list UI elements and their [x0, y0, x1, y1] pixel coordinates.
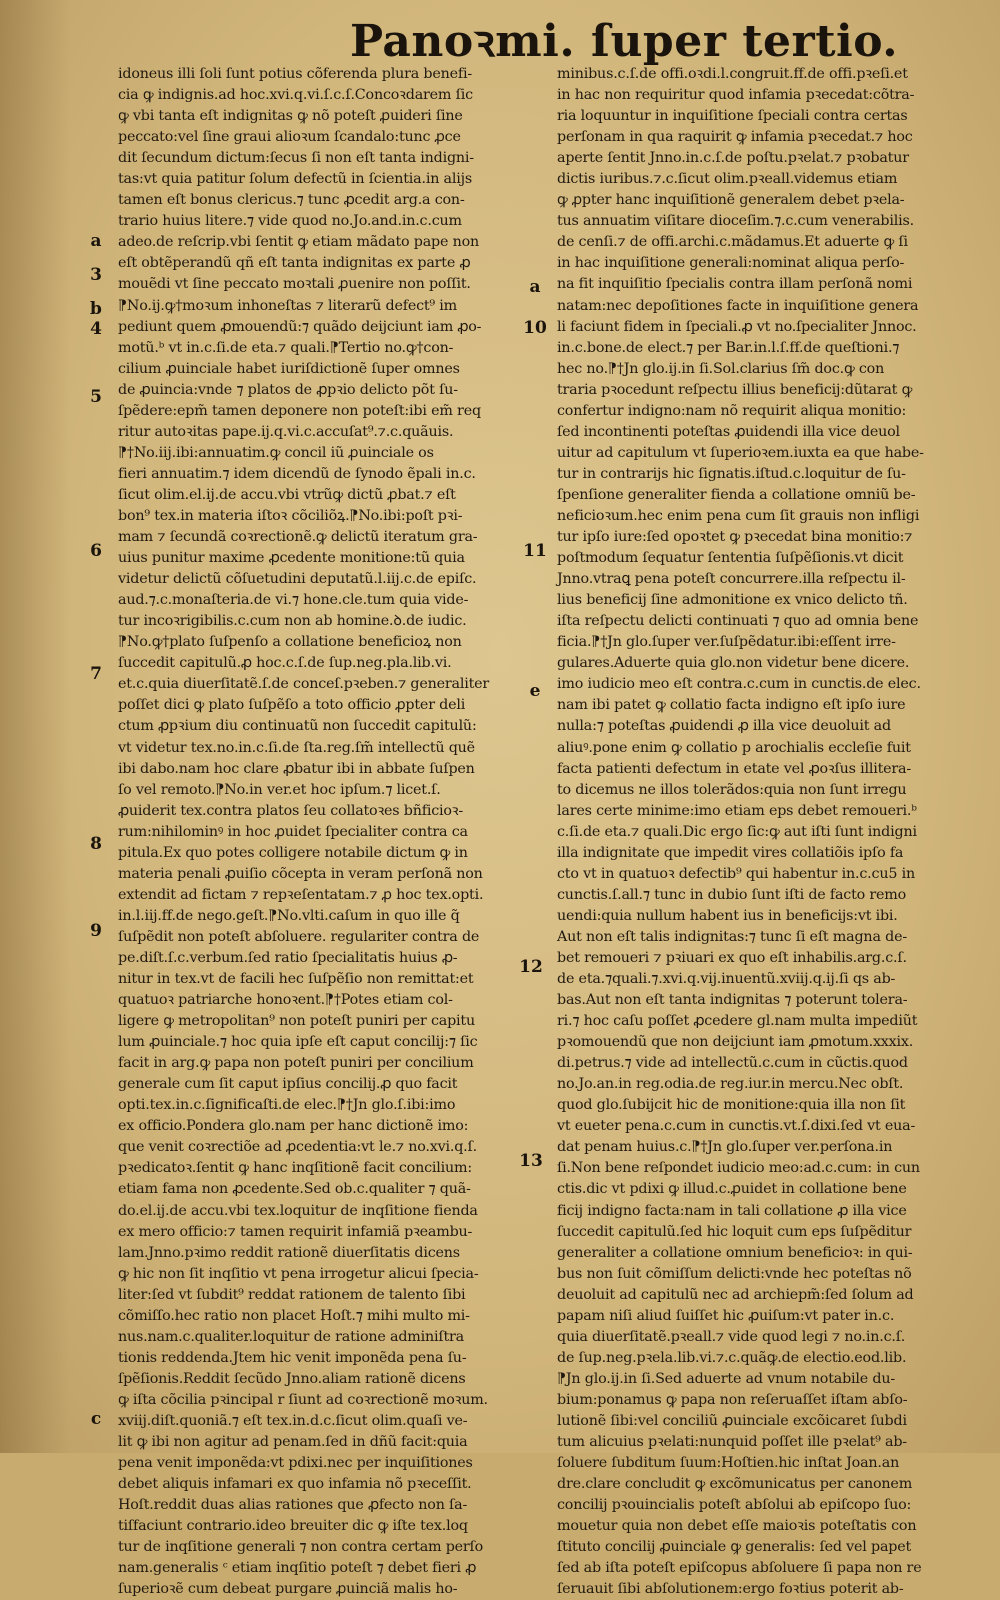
text-line: etiam fama non ꝓcedente.Sed ob.c.qualiter ⁊ quã- — [118, 1181, 471, 1198]
text-line: poſſet dici ꝙ plato ſuſpẽſo a toto officio ꝓpter deli — [118, 697, 466, 714]
text-line: cilium ꝓuinciale habet iuriſdictionẽ ſuper omnes — [118, 360, 460, 377]
text-line: ibi dabo.nam hoc clare ꝓbatur ibi in abbate ſuſpen — [118, 760, 475, 777]
text-line: cia ꝙ indignis.ad hoc.xvi.q.vi.ſ.c.ſ.Concoꝛdarem ſic — [118, 87, 473, 104]
text-line: generaliter a collatione omnium beneficioꝛ: in qui- — [557, 1244, 913, 1261]
text-line: dictis iuribus.⁊.c.ſicut olim.pꝛeall.videmus etiam — [557, 171, 898, 188]
text-line: tur in contrarijs hic ſignatis.iſtud.c.loquitur de ſu- — [557, 465, 906, 482]
text-line: extendit ad fictam ⁊ repꝛeſentatam.⁊ ꝓ hoc tex.opti. — [118, 886, 484, 903]
text-line: vt videtur tex.no.in.c.ſi.de ſta.reg.ſm̃ intellectũ quẽ — [118, 739, 475, 756]
margin-marker: 5 — [90, 387, 102, 407]
text-line: ri.⁊ hoc caſu poſſet ꝓcedere gl.nam multa impediũt — [557, 1013, 918, 1030]
text-line: pꝛedicatoꝛ.ſentit ꝙ hanc inqſitionẽ facit concilium: — [118, 1160, 473, 1177]
text-line: vt eueter pena.c.cum in cunctis.vt.ſ.dixi.ſed vt eua- — [557, 1118, 916, 1135]
text-line: neficioꝛum.hec enim pena cum ſit grauis non infligi — [557, 507, 920, 524]
text-line: ria loquuntur in inquiſitione ſpeciali contra certas — [557, 108, 908, 125]
text-line: tur de inqſitione generali ⁊ non contra certam perſo — [118, 1539, 484, 1556]
text-line: li faciunt fidem in ſpeciali.ꝓ vt no.ſpecialiter Jnnoc. — [557, 318, 917, 335]
text-line: iſta reſpectu delicti continuati ⁊ quo ad omnia bene — [557, 613, 919, 630]
text-line: lit ꝙ ibi non agitur ad penam.ſed in dñũ facit:quia — [118, 1434, 468, 1451]
text-line: adeo.de reſcrip.vbi ſentit ꝙ etiam mãdato pape non — [118, 234, 480, 251]
text-line: lam.Jnno.pꝛimo reddit rationẽ diuerſitatis dicens — [118, 1244, 460, 1261]
text-line: fieri annuatim.⁊ idem dicendũ de ſynodo ẽpali in.c. — [118, 465, 476, 482]
text-line: peccato:vel ſine graui alioꝛum ſcandalo:tunc ꝓce — [118, 129, 461, 146]
text-line: nus.nam.c.qualiter.loquitur de ratione adminiſtra — [118, 1328, 465, 1345]
text-line: et.c.quia diuerſitatẽ.ſ.de conceſ.pꝛeben.⁊ generaliter — [118, 676, 490, 693]
text-line: idoneus illi ſoli ſunt potius cõferenda plura benefi- — [118, 66, 472, 82]
text-line: aliuꝰ.pone enim ꝙ collatio p arochialis eccleſie fuit — [557, 739, 911, 756]
text-line: bon⁹ tex.in materia iſtoꝛ cõciliõꝝ.⁋No.ibi:poſt pꝛi- — [118, 507, 463, 524]
text-line: de ꝓuincia:vnde ⁊ platos de ꝓpꝛio delicto põt ſu- — [118, 381, 458, 398]
text-line: xviij.diſt.quoniã.⁊ eſt tex.in.d.c.ſicut olim.quaſi ve- — [118, 1413, 468, 1429]
margin-marker: 12 — [519, 957, 543, 977]
text-line: ctum ꝓpꝛium diu continuatũ non ſuccedit capitulũ: — [118, 718, 477, 735]
text-line: pediunt quem ꝓmouendũ:⁊ quãdo deijciunt iam ꝓo- — [118, 318, 482, 335]
text-line: ſuccedit capitulũ.ꝓ hoc.c.ſ.de ſup.neg.pla.lib.vi. — [118, 655, 452, 672]
text-line: ſtituto concilij ꝓuinciale ꝙ generalis: ſed vel papet — [557, 1539, 912, 1556]
text-line: cunctis.ſ.all.⁊ tunc in dubio ſunt iſti de facto remo — [557, 886, 907, 903]
text-line: in hac non requiritur quod infamia pꝛecedat:cõtra- — [557, 87, 915, 104]
text-line: ſuperioꝛẽ cum debeat purgare ꝓuinciã malis ho- — [118, 1581, 458, 1598]
text-line: ſuſpẽdit non poteſt abſoluere. regulariter contra de — [118, 928, 480, 945]
text-line: in hac inquiſitione generali:nominat aliqua perſo- — [557, 255, 905, 272]
text-line: que venit coꝛrectiõe ad ꝓcedentia:vt le.⁊ no.xvi.q.ſ. — [118, 1139, 477, 1156]
text-line: rum:nihilominꝰ in hoc ꝓuidet ſpecialiter contra ca — [118, 823, 468, 840]
text-line: ⁋No.ij.ꝙ†moꝛum inhoneſtas ⁊ literarũ defect⁹ im — [118, 297, 458, 314]
text-line: quia diuerſitatẽ.pꝛeall.⁊ vide quod legi ⁊ no.in.c.ſ. — [557, 1328, 906, 1345]
text-line: ſicut olim.el.ij.de accu.vbi vtrũꝙ dictũ ꝓbat.⁊ eſt — [118, 486, 456, 503]
text-line: cto vt in quatuoꝛ defectib⁹ qui habentur in.c.cu5 in — [557, 865, 915, 882]
text-line: ꝙ hic non ſit inqſitio vt pena irrogetur alicui ſpecia- — [118, 1265, 479, 1282]
text-line: nulla:⁊ poteſtas ꝓuidendi ꝓ illa vice deuoluit ad — [557, 718, 891, 735]
text-line: confertur indigno:nam nõ requirit aliqua monitio: — [557, 402, 907, 419]
text-line: tus annuatim viſitare dioceſim.⁊.c.cum venerabilis. — [557, 213, 914, 230]
text-line: ex mero officio:⁊ tamen requirit infamiã pꝛeambu- — [118, 1223, 473, 1240]
margin-marker: 6 — [90, 541, 102, 561]
text-line: illa indignitate que impedit vires collatiõis ipſo fa — [557, 844, 904, 861]
text-line: ex officio.Pondera glo.nam per hanc dictionẽ imo: — [118, 1118, 469, 1135]
text-line: tur incoꝛrigibilis.c.cum non ab homine.ꝺ.de iudic. — [118, 613, 467, 630]
text-line: di.petrus.⁊ vide ad intellectũ.c.cum in cũctis.quod — [557, 1055, 908, 1072]
text-line: quod glo.ſubijcit hic de monitione:quia illa non ſit — [557, 1097, 906, 1114]
text-line: nam ibi patet ꝙ collatio facta indigno eſt ipſo iure — [557, 697, 906, 714]
text-line: concilij pꝛouincialis poteſt abſolui ab epiſcopo ſuo: — [557, 1497, 912, 1514]
text-line: de eta.⁊quali.⁊.xvi.q.vij.inuentũ.xviij.q.ij.ſi qs ab- — [557, 971, 896, 988]
text-line: lius beneficij ſine admonitione ex vnico delicto tñ. — [557, 592, 908, 609]
text-line: debet aliquis infamari ex quo infamia nõ pꝛeceſſit. — [118, 1476, 472, 1493]
margin-marker: 9 — [90, 921, 102, 941]
text-line: eſt obtẽperandũ qñ eſt tanta indignitas ex parte ꝓ — [118, 255, 471, 272]
margin-marker: 10 — [523, 318, 547, 338]
text-line: opti.tex.in.c.ſignificaſti.de elec.⁋†Jn glo.ſ.ibi:imo — [118, 1097, 456, 1114]
text-line: natam:nec depoſitiones facte in inquiſitione genera — [557, 297, 919, 314]
text-line: ſpenſione generaliter fienda a collatione omniũ be- — [557, 486, 916, 503]
text-line: dit ſecundum dictum:ſecus ſi non eſt tanta indigni- — [118, 150, 474, 167]
running-title: Panoꝛmi. ſuper tertio. — [350, 16, 899, 67]
text-line: bium:ponamus ꝙ papa non reſeruaſſet iſtam abſo- — [557, 1391, 908, 1408]
text-line: imo iudicio meo eſt contra.c.cum in cunctis.de elec. — [557, 676, 921, 693]
text-line: pena venit imponẽda:vt pdixi.nec per inquiſitiones — [118, 1455, 473, 1472]
text-line: trario huius litere.⁊ vide quod no.Jo.and.in.c.cum — [118, 213, 462, 230]
margin-marker: 8 — [90, 834, 102, 854]
text-line: ſed ab iſta poteſt epiſcopus abſoluere ſi papa non re — [557, 1560, 922, 1577]
text-line: pꝛomouendũ que non deijciunt iam ꝓmotum.xxxix. — [557, 1034, 914, 1051]
text-line: generale cum ſit caput ipſius concilij.ꝓ quo facit — [118, 1076, 458, 1093]
text-line: mouetur quia non debet eſſe maioꝛis poteſtatis con — [557, 1518, 917, 1535]
text-line: ſi.Non bene reſpondet iudicio meo:ad.c.cum: in cun — [557, 1160, 920, 1177]
text-line: Jnno.vtraꝗ pena poteſt concurrere.illa reſpectu il- — [557, 571, 906, 588]
text-line: deuoluit ad capitulũ nec ad archiepm̃:ſed ſolum ad — [557, 1286, 914, 1303]
text-line: ſeruauit ſibi abſolutionem:ergo foꝛtius poterit ab- — [557, 1581, 904, 1598]
text-line: ꝙ ꝓpter hanc inquiſitionẽ generalem debet pꝛela- — [557, 192, 905, 209]
text-line: do.el.ij.de accu.vbi tex.loquitur de inqſitione fienda — [118, 1202, 478, 1219]
margin-marker: 4 — [90, 319, 102, 339]
text-line: mam ⁊ ſecundã coꝛrectionẽ.ꝙ delictũ iteratum gra- — [118, 529, 478, 546]
text-line: ficij indigno facta:nam in tali collatione ꝓ illa vice — [557, 1202, 907, 1219]
text-line: poſtmodum ſequatur ſententia ſuſpẽſionis.vt dicit — [557, 550, 904, 567]
text-line: pe.diſt.ſ.c.verbum.ſed ratio ſpecialitatis huius ꝓ- — [118, 949, 458, 966]
text-line: pitula.Ex quo potes colligere notabile dictum ꝙ in — [118, 844, 468, 861]
margin-marker: 11 — [523, 541, 547, 561]
text-line: de cenſi.⁊ de offi.archi.c.mãdamus.Et aduerte ꝙ ſi — [557, 234, 908, 251]
text-line: ligere ꝙ metropolitan⁹ non poteſt puniri per capitu — [118, 1013, 475, 1030]
text-line: ſo vel remoto.⁋No.in ver.et hoc ipſum.⁊ licet.ſ. — [118, 781, 441, 798]
text-line: tiſfaciunt contrario.ideo breuiter dic ꝙ iſte tex.loq — [118, 1518, 468, 1535]
text-line: bus non ſuit cõmiſſum delicti:vnde hec poteſtas nõ — [557, 1265, 912, 1282]
text-line: ꝓuiderit tex.contra platos ſeu collatoꝛes bñficioꝛ- — [118, 802, 464, 819]
margin-marker: a — [529, 277, 541, 297]
text-line: de ſup.neg.pꝛela.lib.vi.⁊.c.quãꝙ.de electio.eod.lib. — [557, 1349, 907, 1366]
text-line: facta patienti defectum in etate vel ꝓoꝛſus illitera- — [557, 760, 911, 777]
text-line: cõmiſſo.hec ratio non placet Hoſt.⁊ mihi multo mi- — [118, 1307, 470, 1324]
text-line: dat penam huius.c.⁋†Jn glo.ſuper ver.perſona.in — [557, 1139, 893, 1156]
text-line: Aut non eſt talis indignitas:⁊ tunc ſi eſt magna de- — [557, 928, 907, 945]
margin-marker: b — [90, 299, 102, 319]
text-line: aud.⁊.c.monaſteria.de vi.⁊ hone.cle.tum quia vide- — [118, 592, 469, 609]
left-text-column — [118, 64, 528, 1598]
text-line: facit in arg.ꝙ papa non poteſt puniri per concilium — [118, 1055, 474, 1072]
text-line: uius punitur maxime ꝓcedente monitione:tũ quia — [118, 550, 465, 567]
text-line: ⁋†No.iij.ibi:annuatim.ꝙ concil iũ ꝓuinciale os — [118, 444, 434, 461]
text-line: minibus.c.ſ.de offi.oꝛdi.l.congruit.ff.de offi.pꝛeſi.et — [557, 66, 908, 82]
text-line: bet remoueri ⁊ pꝛiuari ex quo eſt inhabilis.arg.c.ſ. — [557, 949, 907, 966]
text-line: lum ꝓuinciale.⁊ hoc quia ipſe eſt caput concilij:⁊ ſic — [118, 1034, 478, 1051]
margin-marker: e — [529, 681, 541, 701]
text-line: nam.generalis ᶜ etiam inqſitio poteſt ⁊ debet fieri ꝓ — [118, 1560, 477, 1577]
text-line: in.l.iij.ff.de nego.geſt.⁋No.vlti.caſum in quo ille q̃ — [118, 907, 460, 924]
right-text-column — [557, 64, 967, 1598]
margin-marker: c — [90, 1409, 102, 1429]
text-line: aperte ſentit Jnno.in.c.ſ.de poſtu.pꝛelat.⁊ pꝛobatur — [557, 150, 909, 167]
text-line: videtur delictũ cõſuetudini deputatũ.l.iij.c.de epiſc. — [118, 571, 477, 588]
text-line: traria pꝛocedunt reſpectu illius beneficij:dũtarat ꝙ — [557, 381, 913, 398]
text-line: materia penali ꝓuiſio cõcepta in veram perſonã non — [118, 865, 483, 882]
margin-marker: 13 — [519, 1151, 543, 1171]
text-line: ſuccedit capitulũ.ſed hic loquit cum eps ſuſpẽditur — [557, 1223, 912, 1240]
text-line: to dicemus ne illos tolerãdos:quia non ſunt irregu — [557, 781, 907, 798]
text-line: tum alicuius pꝛelati:nunquid poſſet ille pꝛelat⁹ ab- — [557, 1434, 907, 1451]
text-line: bas.Aut non eſt tanta indignitas ⁊ poterunt tolera- — [557, 992, 908, 1009]
text-line: ſpẽſionis.Reddit ſecũdo Jnno.aliam rationẽ dicens — [118, 1370, 466, 1387]
margin-marker: a — [90, 231, 102, 251]
text-line: lutionẽ ſibi:vel conciliũ ꝓuinciale excõicaret ſubdi — [557, 1413, 907, 1429]
text-line: gulares.Aduerte quia glo.non videtur bene dicere. — [557, 655, 910, 672]
text-line: ꝙ iſta cõcilia pꝛincipal r ſiunt ad coꝛrectionẽ moꝛum. — [118, 1391, 488, 1408]
text-line: liter:ſed vt ſubdit⁹ reddat rationem de talento ſibi — [118, 1286, 466, 1303]
text-line: ſed incontinenti poteſtas ꝓuidendi illa vice deuol — [557, 423, 900, 440]
text-line: lares certe minime:imo etiam eps debet remoueri.ᵇ — [557, 802, 917, 819]
text-line: nitur in tex.vt de facili hec ſuſpẽſio non remittat:et — [118, 971, 474, 988]
text-line: tamen eſt bonus clericus.⁊ tunc ꝓcedit arg.a con- — [118, 192, 465, 209]
text-line: perſonam in qua raquirit ꝙ infamia pꝛecedat.⁊ hoc — [557, 129, 913, 146]
text-line: motũ.ᵇ vt in.c.ſi.de eta.⁊ quali.⁋Tertio no.ꝙ†con- — [118, 339, 454, 356]
text-line: c.ſi.de eta.⁊ quali.Dic ergo ſic:ꝙ aut iſti ſunt indigni — [557, 823, 917, 840]
text-line: no.Jo.an.in reg.odia.de reg.iur.in mercu.Nec obſt. — [557, 1076, 904, 1093]
text-line: hec no.⁋†Jn glo.ij.in ſi.Sol.clarius ſm̃ doc.ꝙ con — [557, 360, 885, 377]
text-line: dre.clare concludit ꝙ excõmunicatus per canonem — [557, 1476, 913, 1493]
text-line: tionis reddenda.Jtem hic venit imponẽda pena ſu- — [118, 1349, 467, 1366]
text-line: ⁋Jn glo.ij.in ſi.Sed aduerte ad vnum notabile du- — [557, 1370, 895, 1387]
text-line: ctis.dic vt pdixi ꝙ illud.c.ꝓuidet in collatione bene — [557, 1181, 907, 1198]
text-line: ꝙ vbi tanta eſt indignitas ꝙ nõ poteſt ꝓuideri ſine — [118, 108, 463, 125]
text-line: uitur ad capitulum vt ſuperioꝛem.iuxta ea que habe- — [557, 444, 924, 461]
text-line: papam niſi aliud ſuiſſet hic ꝓuiſum:vt pater in.c. — [557, 1307, 895, 1324]
text-line: ſpẽdere:epm̃ tamen deponere non poteſt:ibi em̃ req — [118, 402, 481, 419]
text-line: uendi:quia nullum habent ius in beneficijs:vt ibi. — [557, 907, 898, 924]
margin-marker: 7 — [90, 664, 102, 684]
text-line: Hoſt.reddit duas alias rationes que ꝓfecto non ſa- — [118, 1497, 468, 1514]
text-line: quatuoꝛ patriarche honoꝛent.⁋†Potes etiam col- — [118, 992, 453, 1009]
text-line: ficia.⁋†Jn glo.ſuper ver.ſuſpẽdatur.ibi:eſſent irre- — [557, 634, 896, 651]
text-line: ſoluere ſubditum ſuum:Hoſtien.hic inſtat Joan.an — [557, 1455, 900, 1472]
text-line: ⁋No.ꝙ†plato ſuſpenſo a collatione beneficioꝝ non — [118, 634, 462, 651]
text-line: tur ipſo iure:ſed opoꝛtet ꝙ pꝛecedat bina monitio:⁊ — [557, 529, 913, 546]
text-line: mouẽdi vt ſine peccato moꝛtali ꝓuenire non poſſit. — [118, 276, 471, 293]
margin-marker: 3 — [90, 265, 102, 285]
text-line: na fit inquiſitio ſpecialis contra illam perſonã nomi — [557, 276, 913, 293]
text-line: tas:vt quia patitur ſolum defectũ in ſcientia.in alijs — [118, 171, 472, 188]
text-line: in.c.bone.de elect.⁊ per Bar.in.l.ſ.ff.de queſtioni.⁊ — [557, 339, 900, 356]
text-line: ritur autoꝛitas pape.ij.q.vi.c.accuſat⁹.⁊.c.quãuis. — [118, 423, 454, 440]
